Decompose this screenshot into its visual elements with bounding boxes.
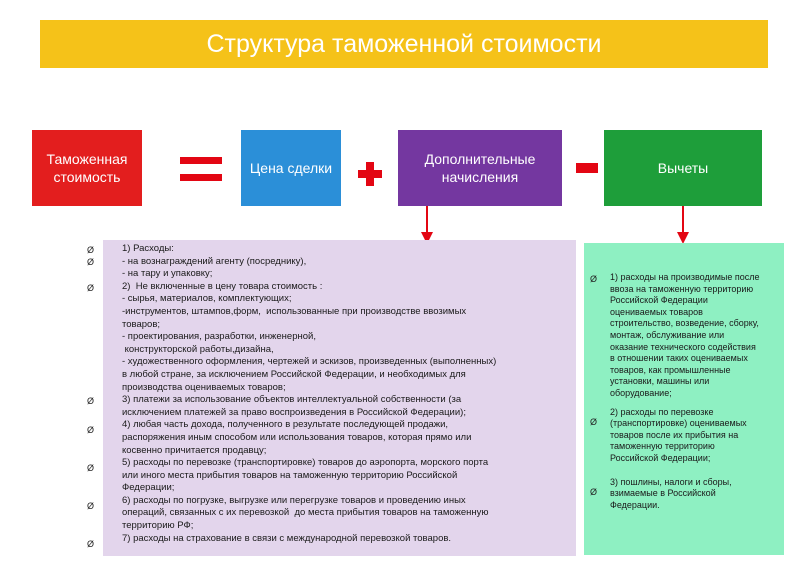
list-item bbox=[610, 400, 782, 407]
transaction-price-label: Цена сделки bbox=[249, 160, 333, 176]
list-item: исключением платежей за право воспроизведения в Российской Федерации); bbox=[122, 406, 466, 418]
left-bullet-column bbox=[87, 240, 101, 556]
list-item: монтаж, обслуживание или bbox=[610, 329, 725, 340]
bullet-icon: Ø bbox=[87, 245, 95, 255]
customs-value-label: Таможенная стоимость bbox=[46, 151, 128, 185]
list-item: косвенно причитается продавцу; bbox=[122, 444, 267, 456]
list-item: взимаемые в Российской bbox=[610, 488, 716, 499]
list-item: оцениваемых товаров bbox=[610, 306, 703, 317]
list-item: оказание технического содействия bbox=[610, 341, 756, 352]
additional-charges-list bbox=[122, 243, 572, 545]
list-item: Федерации; bbox=[122, 482, 175, 494]
list-item: операций, связанных с их перевозкой до места прибытия товаров на таможенную bbox=[122, 507, 489, 519]
additional-charges-label: Дополнительные начисления bbox=[424, 151, 536, 185]
list-item: - проектирования, разработки, инженерной, bbox=[122, 331, 316, 343]
list-item: таможенную территорию bbox=[610, 441, 715, 452]
title-bar bbox=[40, 20, 768, 68]
transaction-price-box bbox=[241, 130, 341, 206]
list-item: 5) расходы по перевозке (транспортировке) товаров до аэропорта, морского порта bbox=[122, 457, 489, 469]
bullet-icon: Ø bbox=[590, 487, 598, 497]
bullet-icon: Ø bbox=[87, 539, 95, 549]
list-item: 4) любая часть дохода, полученного в результате последующей продажи, bbox=[122, 419, 449, 431]
customs-value-box bbox=[32, 130, 142, 206]
deductions-panel bbox=[584, 243, 784, 555]
list-item: распоряжения иным способом или использования товаров, которая прямо или bbox=[122, 431, 472, 443]
arrow-down-icon bbox=[676, 206, 690, 246]
list-item: -инструментов, штампов,форм, использованные при производстве ввозимых bbox=[122, 305, 467, 317]
equals-sign bbox=[180, 157, 222, 181]
bullet-icon: Ø bbox=[87, 257, 95, 267]
list-item: Российской Федерации bbox=[610, 295, 708, 306]
bullet-icon: Ø bbox=[87, 501, 95, 511]
list-item: строительство, возведение, сборку, bbox=[610, 318, 759, 329]
list-item: 6) расходы по погрузке, выгрузке или перегрузке товаров и проведению иных bbox=[122, 494, 466, 506]
list-item: 1) расходы на производимые после bbox=[610, 272, 760, 282]
list-item: (транспортировке) оцениваемых bbox=[610, 418, 747, 429]
bullet-icon: Ø bbox=[87, 425, 95, 435]
list-item: 3) пошлины, налоги и сборы, bbox=[610, 476, 732, 487]
list-item bbox=[610, 465, 782, 477]
list-item: установки, машины или bbox=[610, 376, 710, 387]
list-item: Федерации. bbox=[610, 499, 660, 510]
list-item: 3) платежи за использование объектов интеллектуальной собственности (за bbox=[122, 394, 462, 406]
list-item: Российской Федерации; bbox=[610, 452, 711, 463]
list-item: оборудование; bbox=[610, 387, 672, 398]
list-item: конструкторской работы,дизайна, bbox=[122, 343, 274, 355]
deductions-label: Вычеты bbox=[657, 160, 709, 176]
list-item: в отношении таких оцениваемых bbox=[610, 353, 748, 364]
list-item: 1) Расходы: bbox=[122, 243, 174, 254]
list-item: товаров, как промышленные bbox=[610, 364, 731, 375]
additional-charges-panel bbox=[103, 240, 576, 556]
bullet-icon: Ø bbox=[590, 417, 598, 427]
list-item: 2) расходы по перевозке bbox=[610, 406, 714, 417]
list-item: - сырья, материалов, комплектующих; bbox=[122, 293, 292, 305]
list-item: ввоза на таможенную территорию bbox=[610, 283, 754, 294]
list-item: товаров; bbox=[122, 318, 161, 330]
list-item: 2) Не включенные в цену товара стоимость : bbox=[122, 280, 323, 292]
list-item: в любой стране, за исключением Российской Федерации, и необходимых для bbox=[122, 368, 466, 380]
list-item: или иного места прибытия товаров на таможенную территорию Российской bbox=[122, 469, 458, 481]
minus-sign bbox=[576, 163, 598, 173]
page-title: Структура таможенной стоимости bbox=[206, 29, 602, 58]
list-item: территорию РФ; bbox=[122, 520, 194, 532]
list-item: - художественного оформления, чертежей и эскизов, произведенных (выполненных) bbox=[122, 356, 497, 368]
deductions-box bbox=[604, 130, 762, 206]
list-item: производства оцениваемых товаров; bbox=[122, 381, 286, 393]
bullet-icon: Ø bbox=[87, 283, 95, 293]
list-item: - на тару и упаковку; bbox=[122, 268, 213, 280]
list-item: товаров после их прибытия на bbox=[610, 429, 739, 440]
list-item: 7) расходы на страхование в связи с международной перевозкой товаров. bbox=[122, 532, 452, 544]
plus-sign bbox=[358, 162, 382, 186]
list-item: - на вознаграждений агенту (посреднику), bbox=[122, 255, 307, 267]
bullet-icon: Ø bbox=[87, 463, 95, 473]
deductions-list bbox=[610, 272, 782, 511]
bullet-icon: Ø bbox=[87, 396, 95, 406]
additional-charges-box bbox=[398, 130, 562, 206]
bullet-icon: Ø bbox=[590, 274, 598, 284]
